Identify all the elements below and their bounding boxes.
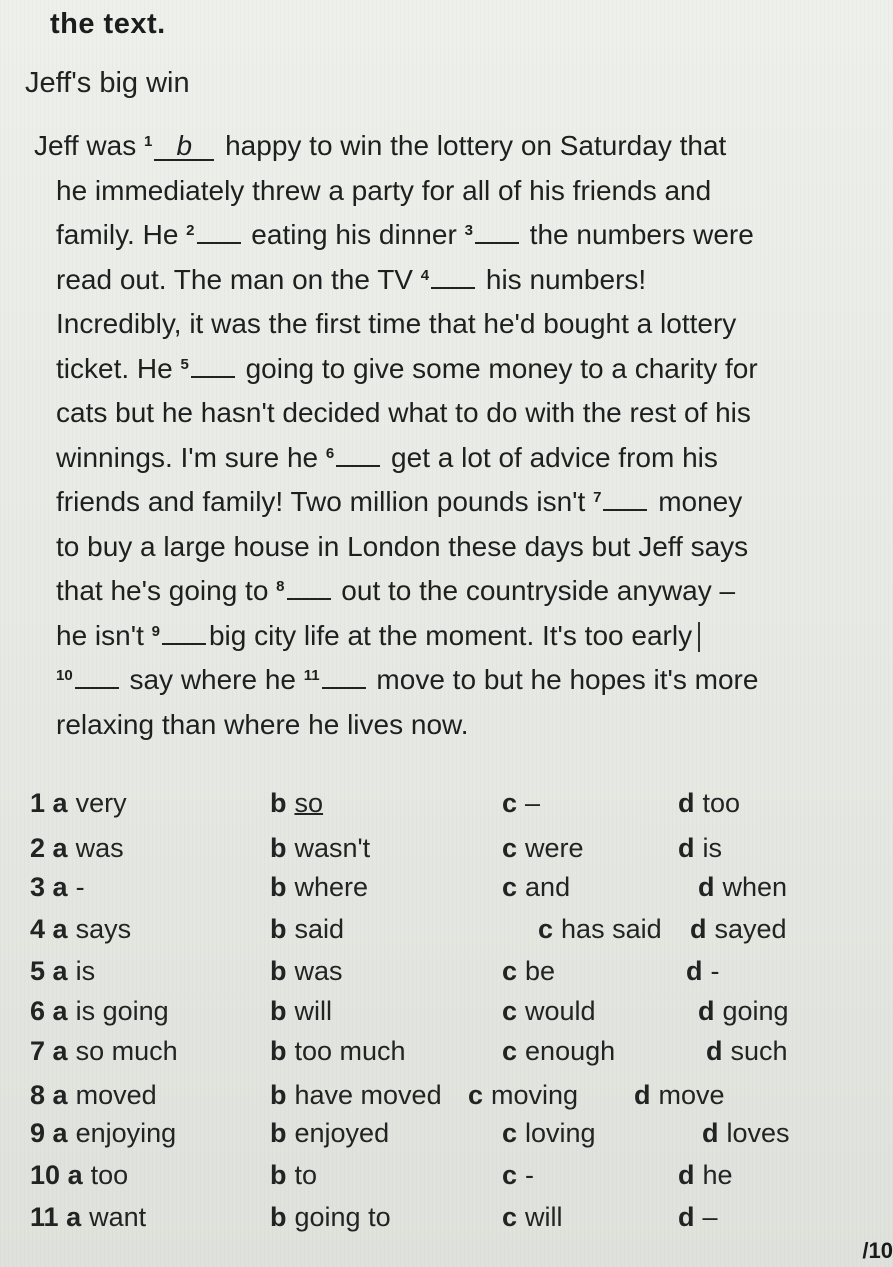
- option-a[interactable]: [30, 1036, 178, 1067]
- answer-gap-8[interactable]: [287, 598, 331, 600]
- gap-number: 5: [180, 355, 189, 373]
- option-letter: a: [52, 1118, 68, 1148]
- option-text: when: [722, 872, 788, 902]
- text-run: read out. The man on the TV: [56, 263, 421, 295]
- option-letter: c: [468, 1080, 484, 1110]
- option-a[interactable]: [30, 956, 95, 987]
- instruction-text: the text.: [50, 8, 166, 40]
- option-letter: b: [270, 872, 287, 902]
- answer-gap-7[interactable]: [603, 509, 647, 511]
- gap-number: 1: [143, 133, 153, 150]
- text-run: say where he: [121, 664, 304, 695]
- option-text: he: [702, 1160, 733, 1190]
- option-b[interactable]: [270, 1202, 391, 1233]
- option-text: be: [525, 956, 556, 986]
- answer-gap-1[interactable]: b: [154, 133, 214, 161]
- option-c[interactable]: [538, 914, 662, 945]
- option-text: going: [722, 996, 789, 1026]
- question-number: 3: [30, 872, 46, 902]
- question-number: 9: [30, 1118, 46, 1148]
- option-d[interactable]: [634, 1080, 725, 1111]
- gap-number: 10: [56, 667, 73, 684]
- option-row-4: [30, 914, 890, 954]
- answer-gap-6[interactable]: [336, 465, 380, 467]
- option-row-2: [30, 833, 890, 873]
- passage-title: Jeff's big win: [25, 67, 190, 99]
- text-run: the numbers were: [521, 219, 754, 250]
- option-text: –: [702, 1202, 718, 1232]
- option-a[interactable]: [30, 1202, 146, 1233]
- option-text: sayed: [714, 914, 787, 944]
- option-letter: b: [270, 833, 287, 863]
- option-text: very: [75, 788, 127, 818]
- option-letter: a: [52, 1080, 68, 1110]
- option-c[interactable]: [502, 1118, 596, 1149]
- option-d[interactable]: [678, 788, 740, 819]
- option-b[interactable]: [270, 1080, 442, 1111]
- option-text: going to: [294, 1202, 391, 1232]
- answer-gap-5[interactable]: [191, 376, 235, 378]
- text-run: happy to win the lottery on Saturday that: [217, 130, 727, 161]
- option-letter: c: [502, 1160, 518, 1190]
- option-text: loving: [525, 1118, 596, 1148]
- option-text: too: [90, 1160, 129, 1190]
- option-letter: a: [52, 833, 68, 863]
- text-run: ticket. He: [56, 352, 181, 384]
- option-c[interactable]: [502, 996, 596, 1027]
- option-text: has said: [561, 914, 662, 944]
- option-a[interactable]: [30, 788, 127, 819]
- answer-gap-2[interactable]: [197, 242, 241, 244]
- option-text: –: [525, 788, 541, 818]
- option-text: -: [525, 1160, 535, 1190]
- option-a[interactable]: [30, 1080, 157, 1111]
- passage-line: he immediately threw a party for all of his friends and: [56, 174, 712, 206]
- option-text: moving: [491, 1080, 579, 1110]
- option-letter: a: [66, 1202, 82, 1232]
- option-text: said: [294, 914, 345, 944]
- text-run: that he's going to: [56, 575, 277, 606]
- option-text: too much: [294, 1036, 406, 1066]
- passage-line: [34, 480, 889, 525]
- option-letter: c: [502, 1118, 518, 1148]
- option-c[interactable]: [502, 1202, 563, 1233]
- option-text: moved: [75, 1080, 157, 1110]
- option-letter: c: [502, 956, 518, 986]
- option-text: would: [525, 996, 596, 1026]
- option-letter: c: [502, 1036, 518, 1066]
- gap-number: 6: [325, 444, 335, 462]
- option-letter: d: [686, 956, 703, 986]
- option-row-6: [30, 996, 890, 1036]
- passage-line: [34, 614, 889, 659]
- option-letter: a: [52, 996, 68, 1026]
- option-letter: a: [52, 956, 68, 986]
- option-row-3: [30, 872, 890, 912]
- option-letter: d: [706, 1036, 723, 1066]
- option-a[interactable]: [30, 833, 124, 864]
- answer-gap-10[interactable]: [75, 687, 119, 689]
- option-text: have moved: [294, 1080, 442, 1110]
- option-text: says: [75, 914, 132, 944]
- score-label: /10: [862, 1238, 893, 1263]
- text-run: his numbers!: [478, 263, 647, 295]
- gap-number: 8: [276, 578, 285, 595]
- option-letter: a: [52, 1036, 68, 1066]
- passage-line: relaxing than where he lives now.: [56, 708, 469, 740]
- answer-gap-11[interactable]: [322, 687, 366, 689]
- text-run: he isn't: [56, 619, 152, 651]
- option-row-1: [30, 788, 890, 828]
- option-letter: d: [698, 996, 715, 1026]
- text-run: out to the countryside anyway –: [333, 575, 736, 606]
- option-c[interactable]: [502, 872, 570, 903]
- option-d[interactable]: [678, 1160, 733, 1191]
- option-text: move: [658, 1080, 725, 1110]
- gap-number: 2: [186, 222, 195, 239]
- passage-line: [34, 213, 889, 258]
- option-text: too: [702, 788, 741, 818]
- option-d[interactable]: [698, 996, 789, 1027]
- option-letter: a: [52, 788, 68, 818]
- option-row-11: [30, 1202, 890, 1242]
- passage-line: cats but he hasn't decided what to do with the rest of his: [56, 397, 751, 428]
- passage-line: [34, 658, 889, 703]
- question-number: 1: [30, 788, 46, 818]
- option-a[interactable]: [30, 1118, 176, 1149]
- option-text: to: [294, 1160, 318, 1190]
- question-number: 8: [30, 1080, 46, 1110]
- option-letter: d: [678, 788, 695, 818]
- option-d[interactable]: [706, 1036, 788, 1067]
- option-c[interactable]: [502, 788, 540, 819]
- option-text: will: [294, 996, 332, 1026]
- option-b[interactable]: [270, 872, 368, 903]
- gap-number: 7: [593, 489, 602, 506]
- selected-option-text: so: [294, 788, 324, 818]
- text-run: move to but he hopes it's more: [368, 664, 759, 695]
- option-letter: b: [270, 1036, 287, 1066]
- option-letter: c: [502, 996, 518, 1026]
- text-run: family. He: [56, 219, 187, 250]
- option-letter: b: [270, 1160, 287, 1190]
- gap-number: 11: [303, 667, 320, 684]
- option-a[interactable]: [30, 872, 85, 903]
- option-letter: a: [52, 872, 68, 902]
- option-c[interactable]: [502, 833, 584, 864]
- option-row-7: [30, 1036, 890, 1076]
- text-run: going to give some money to a charity for: [237, 352, 758, 384]
- option-letter: d: [678, 833, 695, 863]
- option-text: enjoying: [75, 1118, 177, 1148]
- option-letter: b: [270, 996, 287, 1026]
- option-a[interactable]: [30, 1160, 128, 1191]
- passage-text: [34, 124, 889, 747]
- option-d[interactable]: [698, 872, 787, 903]
- passage-line: [34, 569, 889, 614]
- option-letter: c: [502, 833, 518, 863]
- option-a[interactable]: [30, 914, 131, 945]
- passage-line: [34, 436, 889, 481]
- option-letter: d: [698, 872, 715, 902]
- option-c[interactable]: [502, 1160, 534, 1191]
- option-letter: b: [270, 1080, 287, 1110]
- option-letter: c: [538, 914, 554, 944]
- option-text: is: [75, 956, 96, 986]
- option-letter: b: [270, 914, 287, 944]
- text-run: friends and family! Two million pounds isn't: [56, 486, 594, 517]
- option-text: will: [525, 1202, 563, 1232]
- option-letter: b: [270, 1118, 287, 1148]
- question-number: 7: [30, 1036, 46, 1066]
- option-row-9: [30, 1118, 890, 1158]
- option-letter: b: [270, 956, 287, 986]
- text-run: Jeff was: [34, 130, 144, 161]
- option-text: where: [294, 872, 369, 902]
- option-text: such: [730, 1036, 788, 1066]
- option-letter: d: [634, 1080, 651, 1110]
- option-text: -: [710, 956, 720, 986]
- gap-number: 9: [151, 622, 160, 640]
- option-c[interactable]: [502, 1036, 615, 1067]
- question-number: 2: [30, 833, 46, 863]
- option-text: want: [89, 1202, 147, 1232]
- option-text: enjoyed: [294, 1118, 390, 1148]
- option-row-10: [30, 1160, 890, 1200]
- answer-gap-4[interactable]: [431, 287, 475, 289]
- question-number: 11: [30, 1202, 59, 1232]
- option-d[interactable]: [702, 1118, 790, 1149]
- option-b[interactable]: [270, 914, 344, 945]
- question-number: 6: [30, 996, 46, 1026]
- option-b[interactable]: [270, 788, 323, 819]
- text-run: money: [650, 486, 743, 517]
- option-text: enough: [525, 1036, 616, 1066]
- gap-number: 4: [420, 266, 430, 284]
- text-run: get a lot of advice from his: [383, 441, 718, 473]
- option-letter: b: [270, 788, 287, 818]
- option-b[interactable]: [270, 1160, 317, 1191]
- text-run: eating his dinner: [243, 219, 465, 250]
- option-letter: b: [270, 1202, 287, 1232]
- option-letter: a: [52, 914, 68, 944]
- passage-line: Incredibly, it was the first time that he'd bought a lottery: [56, 308, 737, 339]
- answer-gap-9[interactable]: [162, 643, 206, 645]
- text-run: big city life at the moment. It's too early: [208, 619, 693, 651]
- option-c[interactable]: [468, 1080, 578, 1111]
- option-letter: c: [502, 1202, 518, 1232]
- text-cursor: [698, 622, 700, 652]
- option-letter: c: [502, 788, 518, 818]
- option-text: so much: [75, 1036, 178, 1066]
- option-letter: d: [678, 1202, 695, 1232]
- option-d[interactable]: [690, 914, 787, 945]
- option-a[interactable]: [30, 996, 169, 1027]
- option-text: wasn't: [294, 833, 371, 863]
- option-b[interactable]: [270, 956, 343, 987]
- option-b[interactable]: [270, 833, 370, 864]
- option-row-5: [30, 956, 890, 996]
- passage-line: [34, 258, 889, 303]
- option-text: and: [525, 872, 571, 902]
- option-letter: a: [67, 1160, 83, 1190]
- question-number: 10: [30, 1160, 61, 1190]
- option-letter: d: [702, 1118, 719, 1148]
- question-number: 5: [30, 956, 46, 986]
- answer-gap-3[interactable]: [475, 242, 519, 244]
- option-text: -: [75, 872, 85, 902]
- option-b[interactable]: [270, 1036, 406, 1067]
- option-d[interactable]: [678, 833, 722, 864]
- option-letter: c: [502, 872, 518, 902]
- option-text: was: [75, 833, 124, 863]
- option-d[interactable]: [686, 956, 720, 987]
- passage-line: to buy a large house in London these days but Jeff says: [56, 530, 749, 562]
- option-letter: d: [690, 914, 707, 944]
- option-d[interactable]: [678, 1202, 718, 1233]
- passage-line: [34, 347, 889, 392]
- option-letter: d: [678, 1160, 695, 1190]
- option-text: is: [702, 833, 722, 863]
- option-text: were: [525, 833, 584, 863]
- option-text: loves: [726, 1118, 790, 1148]
- text-run: winnings. I'm sure he: [56, 441, 326, 473]
- option-row-8: [30, 1080, 890, 1120]
- option-c[interactable]: [502, 956, 555, 987]
- passage-line: [34, 124, 889, 169]
- gap-number: 3: [464, 222, 473, 239]
- question-number: 4: [30, 914, 46, 944]
- option-b[interactable]: [270, 996, 332, 1027]
- option-b[interactable]: [270, 1118, 389, 1149]
- option-text: is going: [75, 996, 169, 1026]
- option-text: was: [294, 956, 343, 986]
